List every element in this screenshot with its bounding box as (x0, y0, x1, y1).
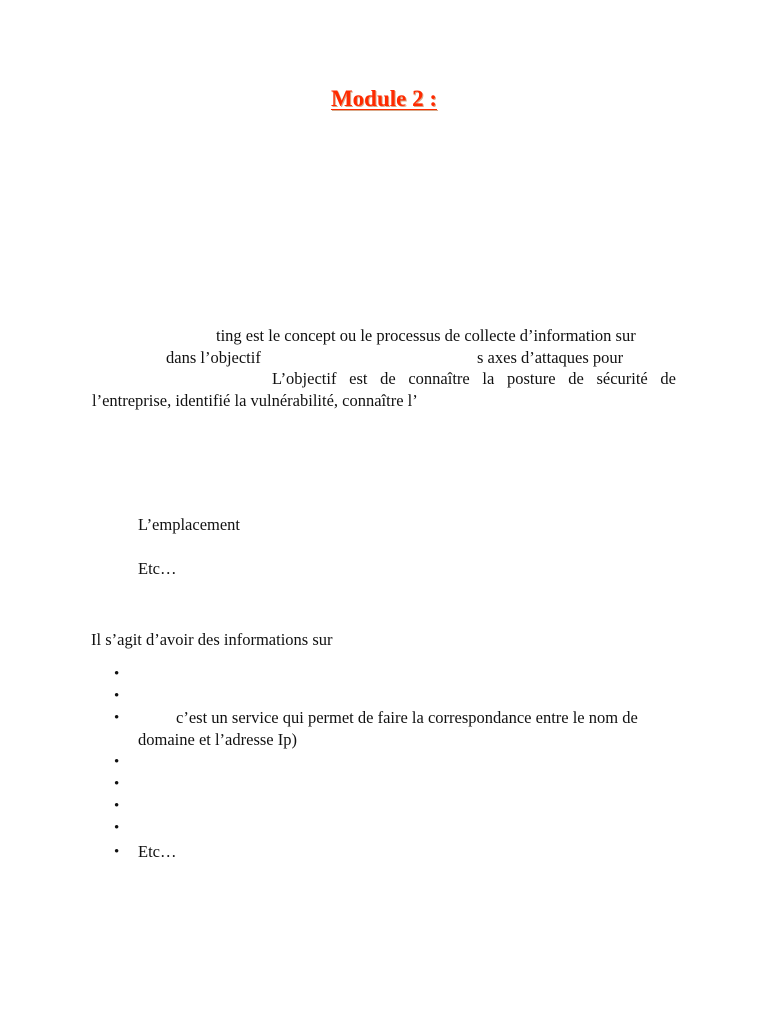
list-item-etc: Etc… (138, 842, 177, 861)
list-item-dns-line-1: c’est un service qui permet de faire la correspondance entre le nom de (176, 708, 638, 727)
list-item-dns-line-2: domaine et l’adresse Ip) (138, 730, 297, 749)
list-intro: Il s’agit d’avoir des informations sur (91, 630, 333, 649)
list-bullet: • (114, 754, 120, 770)
list-bullet: • (114, 776, 120, 792)
indented-item-location: L’emplacement (138, 515, 241, 534)
list-bullet: • (114, 844, 120, 860)
indented-item-etc: Etc… (138, 559, 177, 578)
list-bullet: • (114, 798, 120, 814)
paragraph-line-4: l’entreprise, identifié la vulnérabilité, connaître l’ (92, 391, 418, 410)
list-bullet: • (114, 820, 120, 836)
list-bullet: • (114, 688, 120, 704)
paragraph-line-2-right: s axes d’attaques pour (477, 348, 624, 367)
paragraph-line-2-left: dans l’objectif (166, 348, 261, 367)
document-title: Module 2 : (330, 86, 438, 111)
paragraph-line-3: L’objectif est de connaître la posture de sécurité de (272, 369, 676, 388)
list-bullet: • (114, 710, 120, 726)
list-bullet: • (114, 666, 120, 682)
paragraph-line-1: ting est le concept ou le processus de collecte d’information sur (216, 326, 636, 345)
